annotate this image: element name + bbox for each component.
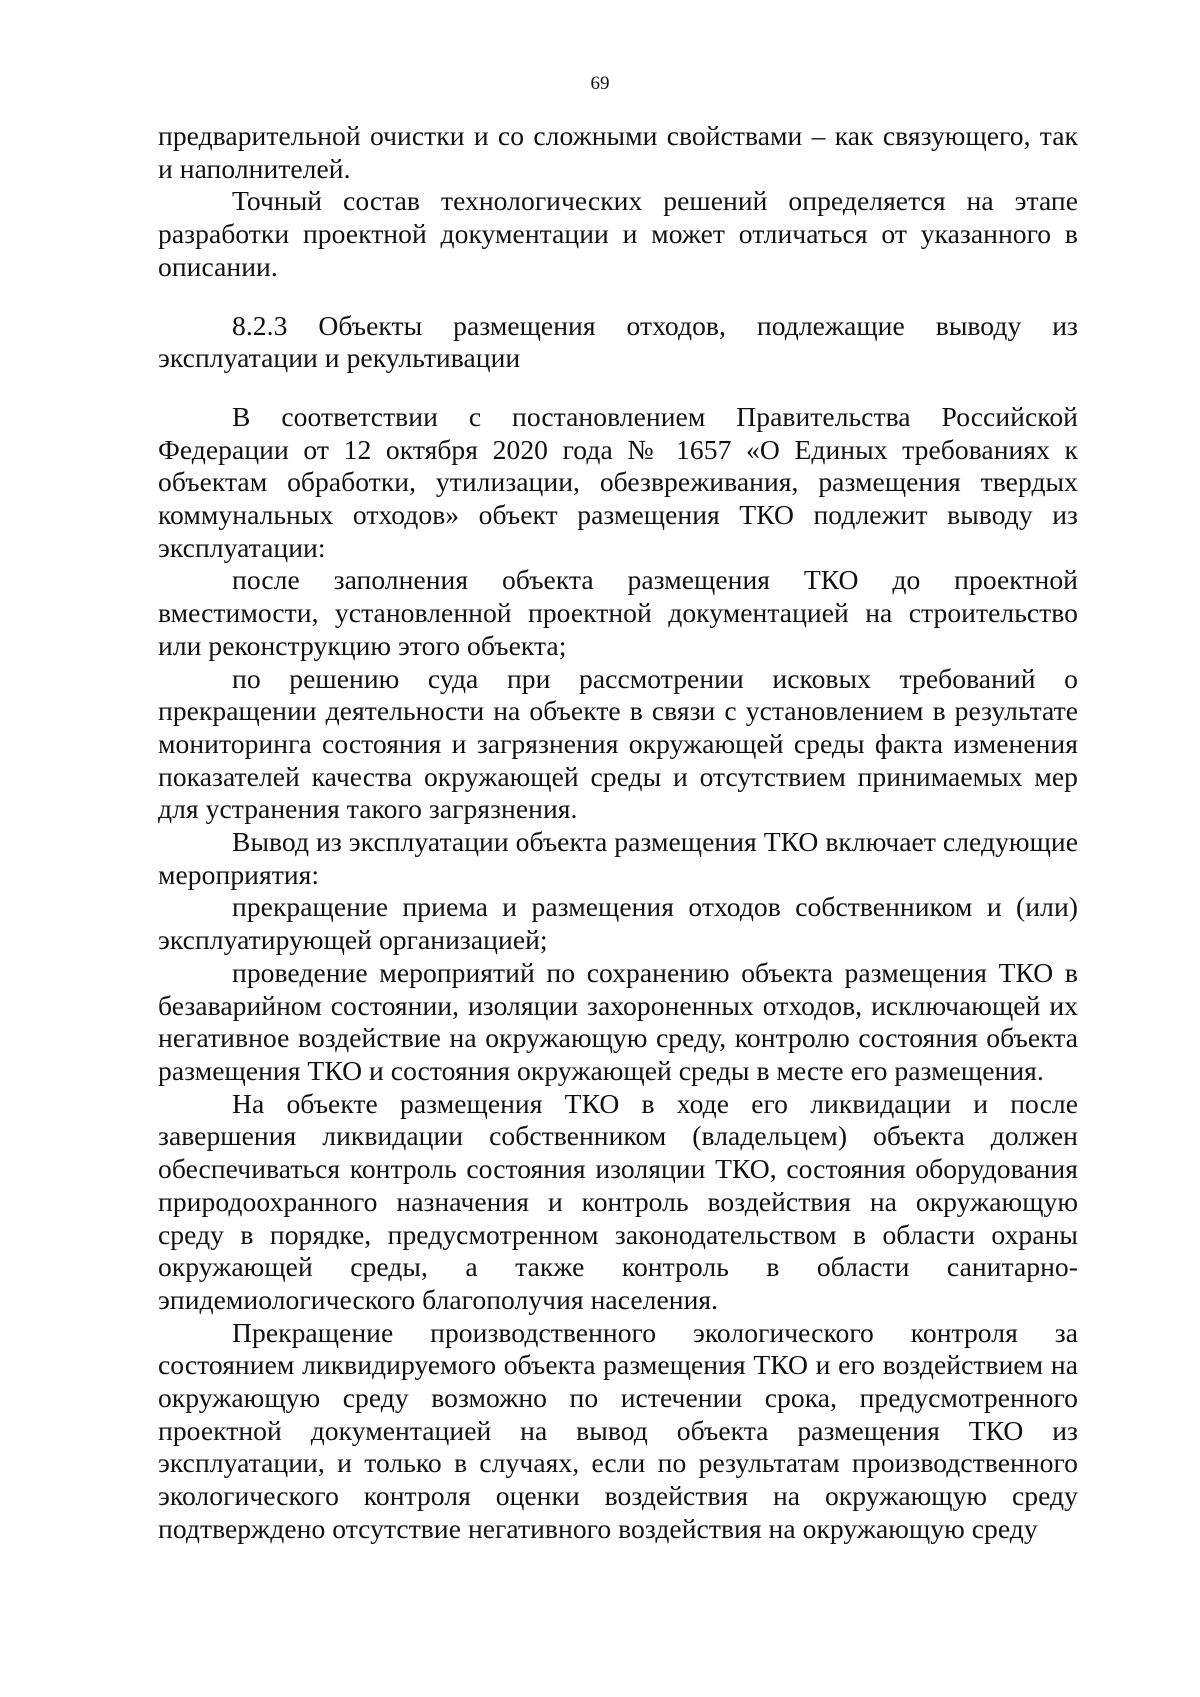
list-item-preservation-measures: проведение мероприятий по сохранению объекта размещения ТКО в безаварийном состоянии, изоляции захороненных отходов, исключающей их негативное воздействие на окружающую среду, контролю состояния объекта размещения ТКО и состояния окружающей среды в месте его размещения.	[158, 956, 1078, 1086]
paragraph-liquidation-control: На объекте размещения ТКО в ходе его ликвидации и после завершения ликвидации собственником (владельцем) объекта должен обеспечиваться контроль состояния изоляции ТКО, состояния оборудования природоохранного назначения и контроль воздействия на окружающую среду в порядке, предусмотренном законодательством в области охраны окружающей среды, а также контроль в области санитарно-эпидемиологического благополучия населения.	[158, 1087, 1078, 1315]
page-number: 69	[590, 73, 610, 94]
list-item-court-decision: по решению суда при рассмотрении исковых требований о прекращении деятельности на объекте в связи с установлением в результате мониторинга состояния и загрязнения окружающей среды факта изменения показателей качества окружающей среды и отсутствием принимаемых мер для устранения такого загрязнения.	[158, 662, 1078, 825]
paragraph-regulation: В соответствии с постановлением Правительства Российской Федерации от 12 октября 2020 года № 1657 «О Единых требованиях к объектам обработки, утилизации, обезвреживания, размещения твердых коммунальных отходов» объект размещения ТКО подлежит выводу из эксплуатации:	[158, 400, 1078, 563]
paragraph-continuation: предварительной очистки и со сложными свойствами – как связующего, так и наполнителей.	[158, 120, 1078, 184]
section-heading-8-2-3: 8.2.3 Объекты размещения отходов, подлежащие выводу из эксплуатации и рекультивации	[158, 309, 1078, 374]
page-body	[158, 120, 1078, 1546]
paragraph-technology-note: Точный состав технологических решений определяется на этапе разработки проектной документации и может отличаться от указанного в описании.	[158, 185, 1078, 282]
list-item-after-filling: после заполнения объекта размещения ТКО до проектной вместимости, установленной проектной документацией на строительство или реконструкцию этого объекта;	[158, 564, 1078, 661]
list-item-stop-acceptance: прекращение приема и размещения отходов собственником и (или) эксплуатирующей организацией;	[158, 891, 1078, 956]
paragraph-monitoring-termination: Прекращение производственного экологического контроля за состоянием ликвидируемого объекта размещения ТКО и его воздействием на окружающую среду возможно по истечении срока, предусмотренного проектной документацией на вывод объекта размещения ТКО из эксплуатации, и только в случаях, если по результатам производственного экологического контроля оценки воздействия на окружающую среду подтверждено отсутствие негативного воздействия на окружающую среду	[158, 1316, 1078, 1544]
paragraph-decommission-measures: Вывод из эксплуатации объекта размещения ТКО включает следующие мероприятия:	[158, 826, 1078, 890]
